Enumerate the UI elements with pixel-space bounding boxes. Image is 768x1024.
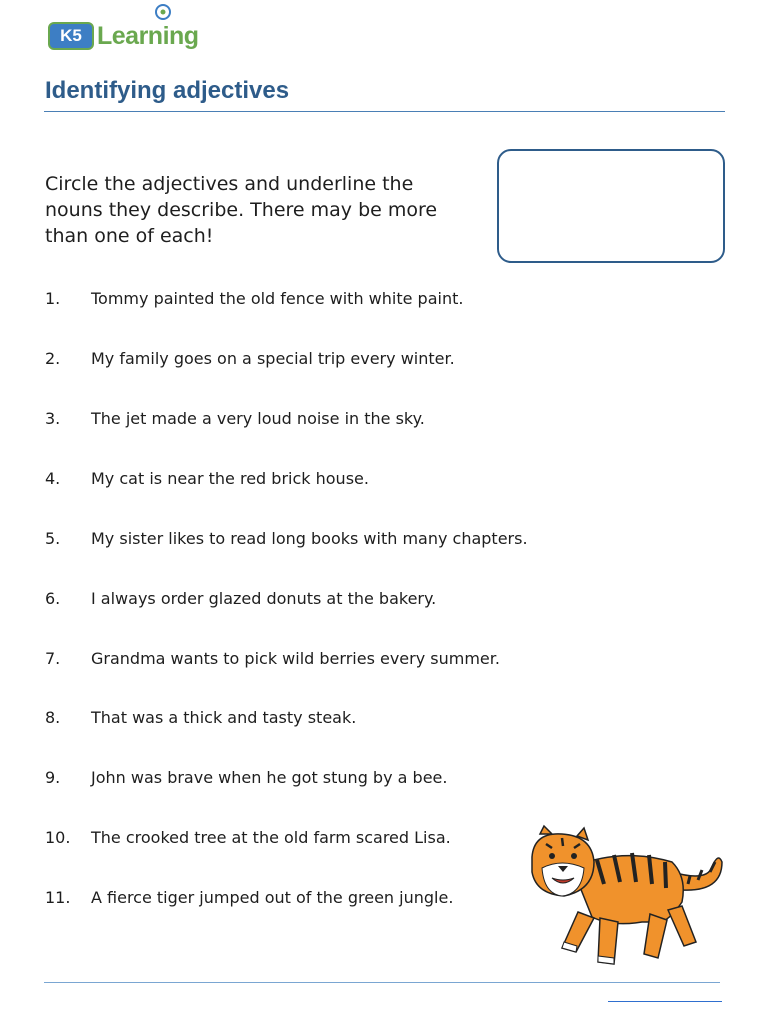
item-number: 1.	[45, 289, 61, 308]
list-item	[45, 469, 369, 488]
item-sentence: My sister likes to read long books with many chapters.	[91, 529, 528, 548]
item-number: 5.	[45, 529, 61, 548]
item-number: 11.	[45, 888, 71, 907]
item-sentence: My family goes on a special trip every winter.	[91, 349, 455, 368]
item-number: 8.	[45, 708, 61, 727]
item-sentence: I always order glazed donuts at the bakery.	[91, 589, 437, 608]
title-divider	[44, 111, 725, 112]
item-number: 4.	[45, 469, 61, 488]
item-number: 2.	[45, 349, 61, 368]
list-item	[45, 589, 436, 608]
list-item	[45, 349, 455, 368]
list-item	[45, 529, 528, 548]
logo-star-icon	[152, 2, 174, 22]
list-item	[45, 289, 463, 308]
item-number: 9.	[45, 768, 61, 787]
item-sentence: That was a thick and tasty steak.	[91, 708, 357, 727]
item-sentence: A fierce tiger jumped out of the green jungle.	[91, 888, 454, 907]
item-sentence: The jet made a very loud noise in the sky.	[91, 409, 425, 428]
item-number: 7.	[45, 649, 61, 668]
item-number: 3.	[45, 409, 61, 428]
instructions: Circle the adjectives and underline the nouns they describe. There may be more than one of each!	[45, 173, 438, 247]
list-item	[45, 888, 453, 907]
item-sentence: Grandma wants to pick wild berries every summer.	[91, 649, 500, 668]
logo-text: Learning	[97, 21, 199, 50]
item-sentence: John was brave when he got stung by a bee.	[91, 768, 448, 787]
item-number: 10.	[45, 828, 71, 847]
page-title: Identifying adjectives	[45, 77, 290, 104]
k5-learning-logo	[48, 14, 199, 58]
footer-divider	[44, 982, 720, 983]
tiger-icon	[522, 822, 726, 968]
item-number: 6.	[45, 589, 61, 608]
list-item	[45, 768, 447, 787]
logo-badge	[48, 22, 94, 50]
item-sentence: Tommy painted the old fence with white paint.	[91, 289, 464, 308]
list-item	[45, 828, 451, 847]
item-sentence: My cat is near the red brick house.	[91, 469, 369, 488]
list-item	[45, 649, 500, 668]
score-box	[497, 149, 725, 263]
list-item	[45, 708, 356, 727]
item-sentence: The crooked tree at the old farm scared Lisa.	[91, 828, 451, 847]
logo-badge-text: K5	[60, 26, 82, 45]
footer-link-underline[interactable]	[608, 1001, 722, 1002]
list-item	[45, 409, 425, 428]
